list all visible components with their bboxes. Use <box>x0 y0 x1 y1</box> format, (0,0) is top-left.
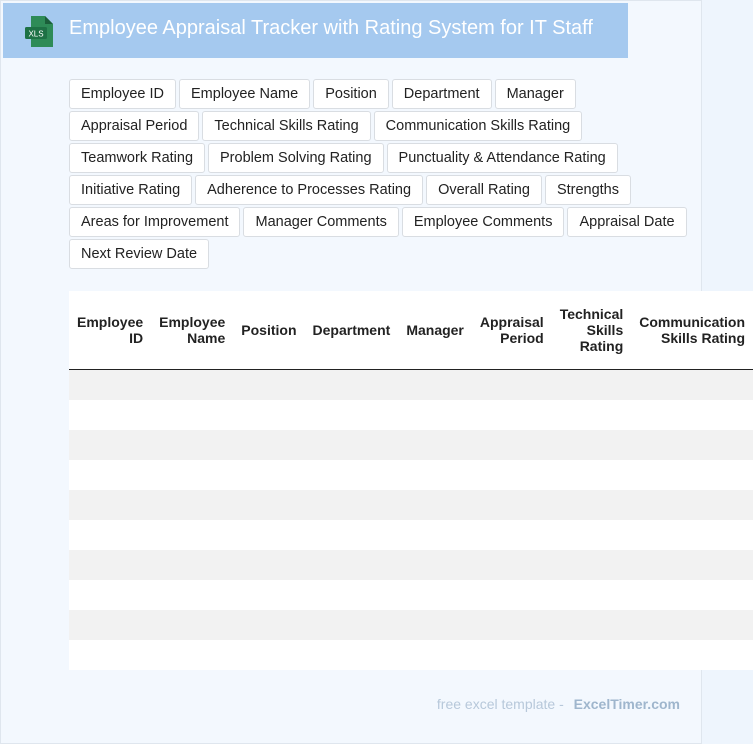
title-bar <box>3 3 628 58</box>
table-cell[interactable] <box>398 430 472 460</box>
column-chip[interactable]: Department <box>392 79 492 109</box>
table-cell[interactable] <box>233 460 304 490</box>
xls-icon-label: XLS <box>28 29 44 39</box>
table-cell[interactable] <box>631 610 753 640</box>
column-header[interactable]: Technical Skills Rating <box>552 291 632 369</box>
column-chip[interactable]: Appraisal Date <box>567 207 686 237</box>
table-cell[interactable] <box>398 640 472 670</box>
column-chip[interactable]: Appraisal Period <box>69 111 199 141</box>
table-cell[interactable] <box>552 610 632 640</box>
column-header[interactable]: Communication Skills Rating <box>631 291 753 369</box>
table-cell[interactable] <box>151 400 233 430</box>
table-cell[interactable] <box>69 490 151 520</box>
column-chip[interactable]: Manager <box>495 79 576 109</box>
table-cell[interactable] <box>305 430 399 460</box>
table-cell[interactable] <box>151 610 233 640</box>
table-cell[interactable] <box>398 400 472 430</box>
table-row <box>69 369 753 400</box>
table-cell[interactable] <box>305 580 399 610</box>
table-cell[interactable] <box>233 610 304 640</box>
table-row <box>69 490 753 520</box>
table-cell[interactable] <box>472 520 552 550</box>
table-cell[interactable] <box>631 550 753 580</box>
table-row <box>69 580 753 610</box>
column-chip[interactable]: Communication Skills Rating <box>374 111 583 141</box>
table-cell[interactable] <box>69 369 151 400</box>
table-cell[interactable] <box>305 460 399 490</box>
table-cell[interactable] <box>398 550 472 580</box>
table-cell[interactable] <box>472 610 552 640</box>
table-cell[interactable] <box>552 580 632 610</box>
table-cell[interactable] <box>151 460 233 490</box>
table-cell[interactable] <box>151 490 233 520</box>
table-cell[interactable] <box>233 550 304 580</box>
table-cell[interactable] <box>631 369 753 400</box>
column-header[interactable]: Appraisal Period <box>472 291 552 369</box>
table-cell[interactable] <box>69 460 151 490</box>
table-cell[interactable] <box>69 550 151 580</box>
table-cell[interactable] <box>398 490 472 520</box>
table-row <box>69 460 753 490</box>
column-chip[interactable]: Initiative Rating <box>69 175 192 205</box>
page-title: Employee Appraisal Tracker with Rating System for IT Staff <box>69 17 593 39</box>
table-cell[interactable] <box>472 430 552 460</box>
table-cell[interactable] <box>305 400 399 430</box>
table-cell[interactable] <box>233 400 304 430</box>
table-cell[interactable] <box>472 460 552 490</box>
table-cell[interactable] <box>305 550 399 580</box>
table-cell[interactable] <box>472 400 552 430</box>
table-cell[interactable] <box>472 550 552 580</box>
table-cell[interactable] <box>69 430 151 460</box>
footer-brand-link[interactable]: ExcelTimer.com <box>573 696 680 712</box>
column-chip[interactable]: Position <box>313 79 389 109</box>
column-header[interactable]: Manager <box>398 291 472 369</box>
table-cell[interactable] <box>305 610 399 640</box>
column-header[interactable]: Position <box>233 291 304 369</box>
column-chip[interactable]: Manager Comments <box>243 207 398 237</box>
footer <box>437 696 680 712</box>
table-cell[interactable] <box>233 580 304 610</box>
table-cell[interactable] <box>631 400 753 430</box>
column-chip[interactable]: Technical Skills Rating <box>202 111 370 141</box>
table-row <box>69 520 753 550</box>
table-cell[interactable] <box>233 430 304 460</box>
table-cell[interactable] <box>631 460 753 490</box>
table-cell[interactable] <box>151 640 233 670</box>
table-cell[interactable] <box>151 520 233 550</box>
table-cell[interactable] <box>151 369 233 400</box>
table-cell[interactable] <box>69 400 151 430</box>
table-cell[interactable] <box>69 520 151 550</box>
table-cell[interactable] <box>631 490 753 520</box>
column-chip[interactable]: Next Review Date <box>69 239 209 269</box>
table-cell[interactable] <box>472 580 552 610</box>
table-row <box>69 550 753 580</box>
column-chip[interactable]: Employee Comments <box>402 207 565 237</box>
table-row <box>69 610 753 640</box>
table-cell[interactable] <box>151 550 233 580</box>
appraisal-table <box>69 291 753 670</box>
column-chip[interactable]: Strengths <box>545 175 631 205</box>
table-cell[interactable] <box>151 430 233 460</box>
column-chip[interactable]: Overall Rating <box>426 175 542 205</box>
table-cell[interactable] <box>552 520 632 550</box>
table-cell[interactable] <box>631 520 753 550</box>
table-cell[interactable] <box>552 460 632 490</box>
table-cell[interactable] <box>472 640 552 670</box>
table-cell[interactable] <box>69 640 151 670</box>
table-cell[interactable] <box>552 430 632 460</box>
table-cell[interactable] <box>552 490 632 520</box>
column-chip[interactable]: Adherence to Processes Rating <box>195 175 423 205</box>
table-cell[interactable] <box>398 520 472 550</box>
column-header[interactable]: Department <box>305 291 399 369</box>
table-cell[interactable] <box>552 550 632 580</box>
column-chip[interactable]: Problem Solving Rating <box>208 143 384 173</box>
table-cell[interactable] <box>398 369 472 400</box>
column-chip-list <box>69 79 699 271</box>
table-cell[interactable] <box>305 490 399 520</box>
footer-text: free excel template - <box>436 696 564 712</box>
table-row <box>69 430 753 460</box>
table-cell[interactable] <box>151 580 233 610</box>
table-cell[interactable] <box>631 580 753 610</box>
table-cell[interactable] <box>69 610 151 640</box>
table-cell[interactable] <box>69 580 151 610</box>
table-cell[interactable] <box>472 369 552 400</box>
table-cell[interactable] <box>305 369 399 400</box>
table-cell[interactable] <box>305 520 399 550</box>
table-cell[interactable] <box>233 640 304 670</box>
column-header[interactable]: Employee Name <box>151 291 233 369</box>
table-cell[interactable] <box>552 400 632 430</box>
table-cell[interactable] <box>398 580 472 610</box>
column-chip[interactable]: Teamwork Rating <box>69 143 205 173</box>
table-cell[interactable] <box>233 369 304 400</box>
table-cell[interactable] <box>398 460 472 490</box>
table-cell[interactable] <box>631 430 753 460</box>
table-cell[interactable] <box>233 520 304 550</box>
table-cell[interactable] <box>631 640 753 670</box>
table-row <box>69 640 753 670</box>
column-chip[interactable]: Punctuality & Attendance Rating <box>387 143 618 173</box>
column-chip[interactable]: Employee ID <box>69 79 176 109</box>
table-row <box>69 400 753 430</box>
table-cell[interactable] <box>552 640 632 670</box>
data-table-container[interactable] <box>69 291 746 670</box>
table-cell[interactable] <box>233 490 304 520</box>
column-chip[interactable]: Employee Name <box>179 79 310 109</box>
table-cell[interactable] <box>552 369 632 400</box>
table-cell[interactable] <box>305 640 399 670</box>
table-header-row <box>69 291 753 369</box>
column-chip[interactable]: Areas for Improvement <box>69 207 240 237</box>
table-cell[interactable] <box>472 490 552 520</box>
column-header[interactable]: Employee ID <box>69 291 151 369</box>
table-cell[interactable] <box>398 610 472 640</box>
excel-file-icon <box>25 16 53 47</box>
